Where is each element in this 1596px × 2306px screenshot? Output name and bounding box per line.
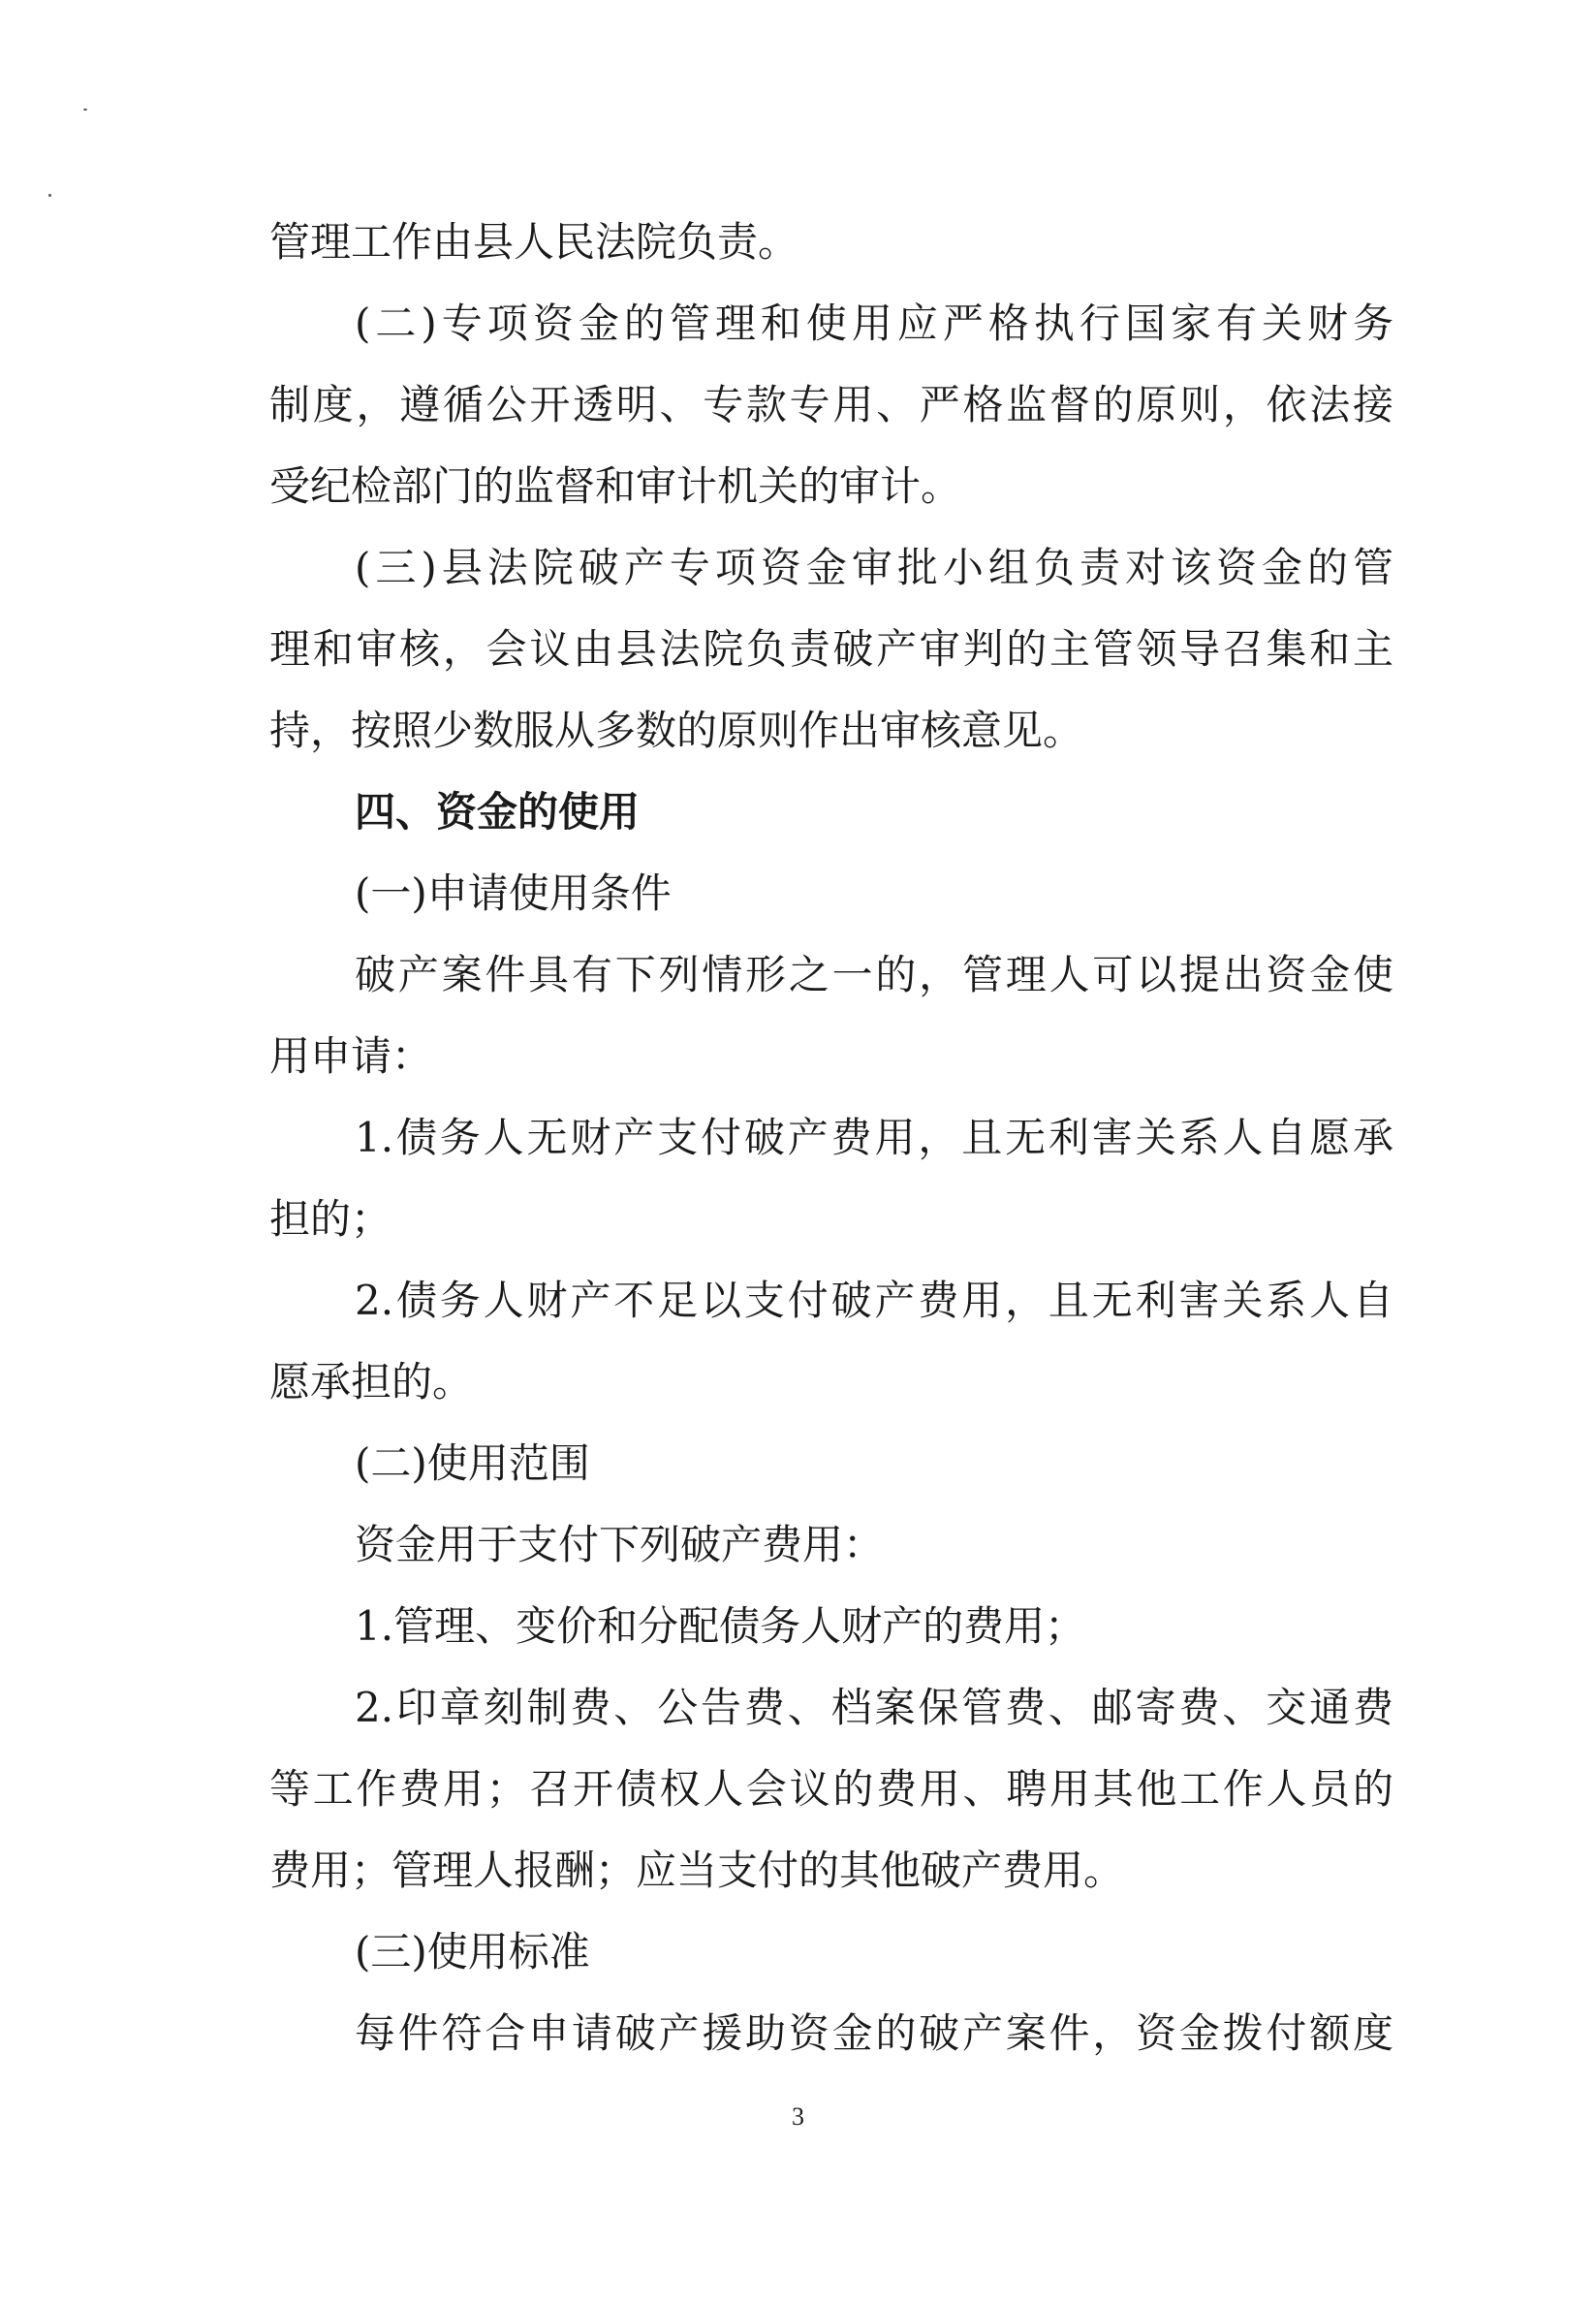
paragraph-line: 资金用于支付下列破产费用： xyxy=(355,1521,885,1568)
list-item-line: 愿承担的。 xyxy=(269,1358,474,1406)
subsection-heading: (三)使用标准 xyxy=(355,1928,590,1975)
list-item-line: 担的； xyxy=(269,1195,392,1243)
subsection-heading: (二)使用范围 xyxy=(355,1439,590,1487)
paragraph-line: 破产案件具有下列情形之一的，管理人可以提出资金使 xyxy=(355,951,1393,998)
scan-speck xyxy=(83,109,87,111)
paragraph-line: (三)县法院破产专项资金审批小组负责对该资金的管 xyxy=(355,544,1393,591)
section-heading: 四、资金的使用 xyxy=(355,788,641,836)
paragraph-line: 理和审核，会议由县法院负责破产审判的主管领导召集和主 xyxy=(269,625,1393,673)
list-item-line: 等工作费用；召开债权人会议的费用、聘用其他工作人员的 xyxy=(269,1765,1393,1813)
subsection-heading: (一)申请使用条件 xyxy=(355,869,672,917)
page-number: 3 xyxy=(792,2102,804,2131)
paragraph-line: 用申请： xyxy=(269,1032,433,1080)
list-item-line: 费用；管理人报酬；应当支付的其他破产费用。 xyxy=(269,1847,1125,1894)
scan-speck xyxy=(48,194,51,197)
paragraph-line: (二)专项资金的管理和使用应严格执行国家有关财务 xyxy=(355,300,1393,347)
paragraph-line: 每件符合申请破产援助资金的破产案件，资金拨付额度 xyxy=(355,2009,1393,2057)
paragraph-line: 制度，遵循公开透明、专款专用、严格监督的原则，依法接 xyxy=(269,381,1393,428)
paragraph-line: 管理工作由县人民法院负责。 xyxy=(269,218,799,266)
list-item-line: 1.管理、变价和分配债务人财产的费用； xyxy=(355,1602,1086,1650)
list-item-line: 2.债务人财产不足以支付破产费用，且无利害关系人自 xyxy=(355,1277,1393,1324)
list-item-line: 2.印章刻制费、公告费、档案保管费、邮寄费、交通费 xyxy=(355,1684,1393,1731)
paragraph-line: 受纪检部门的监督和审计机关的审计。 xyxy=(269,462,962,510)
list-item-line: 1.债务人无财产支付破产费用，且无利害关系人自愿承 xyxy=(355,1114,1393,1161)
paragraph-line: 持，按照少数服从多数的原则作出审核意见。 xyxy=(269,707,1084,754)
